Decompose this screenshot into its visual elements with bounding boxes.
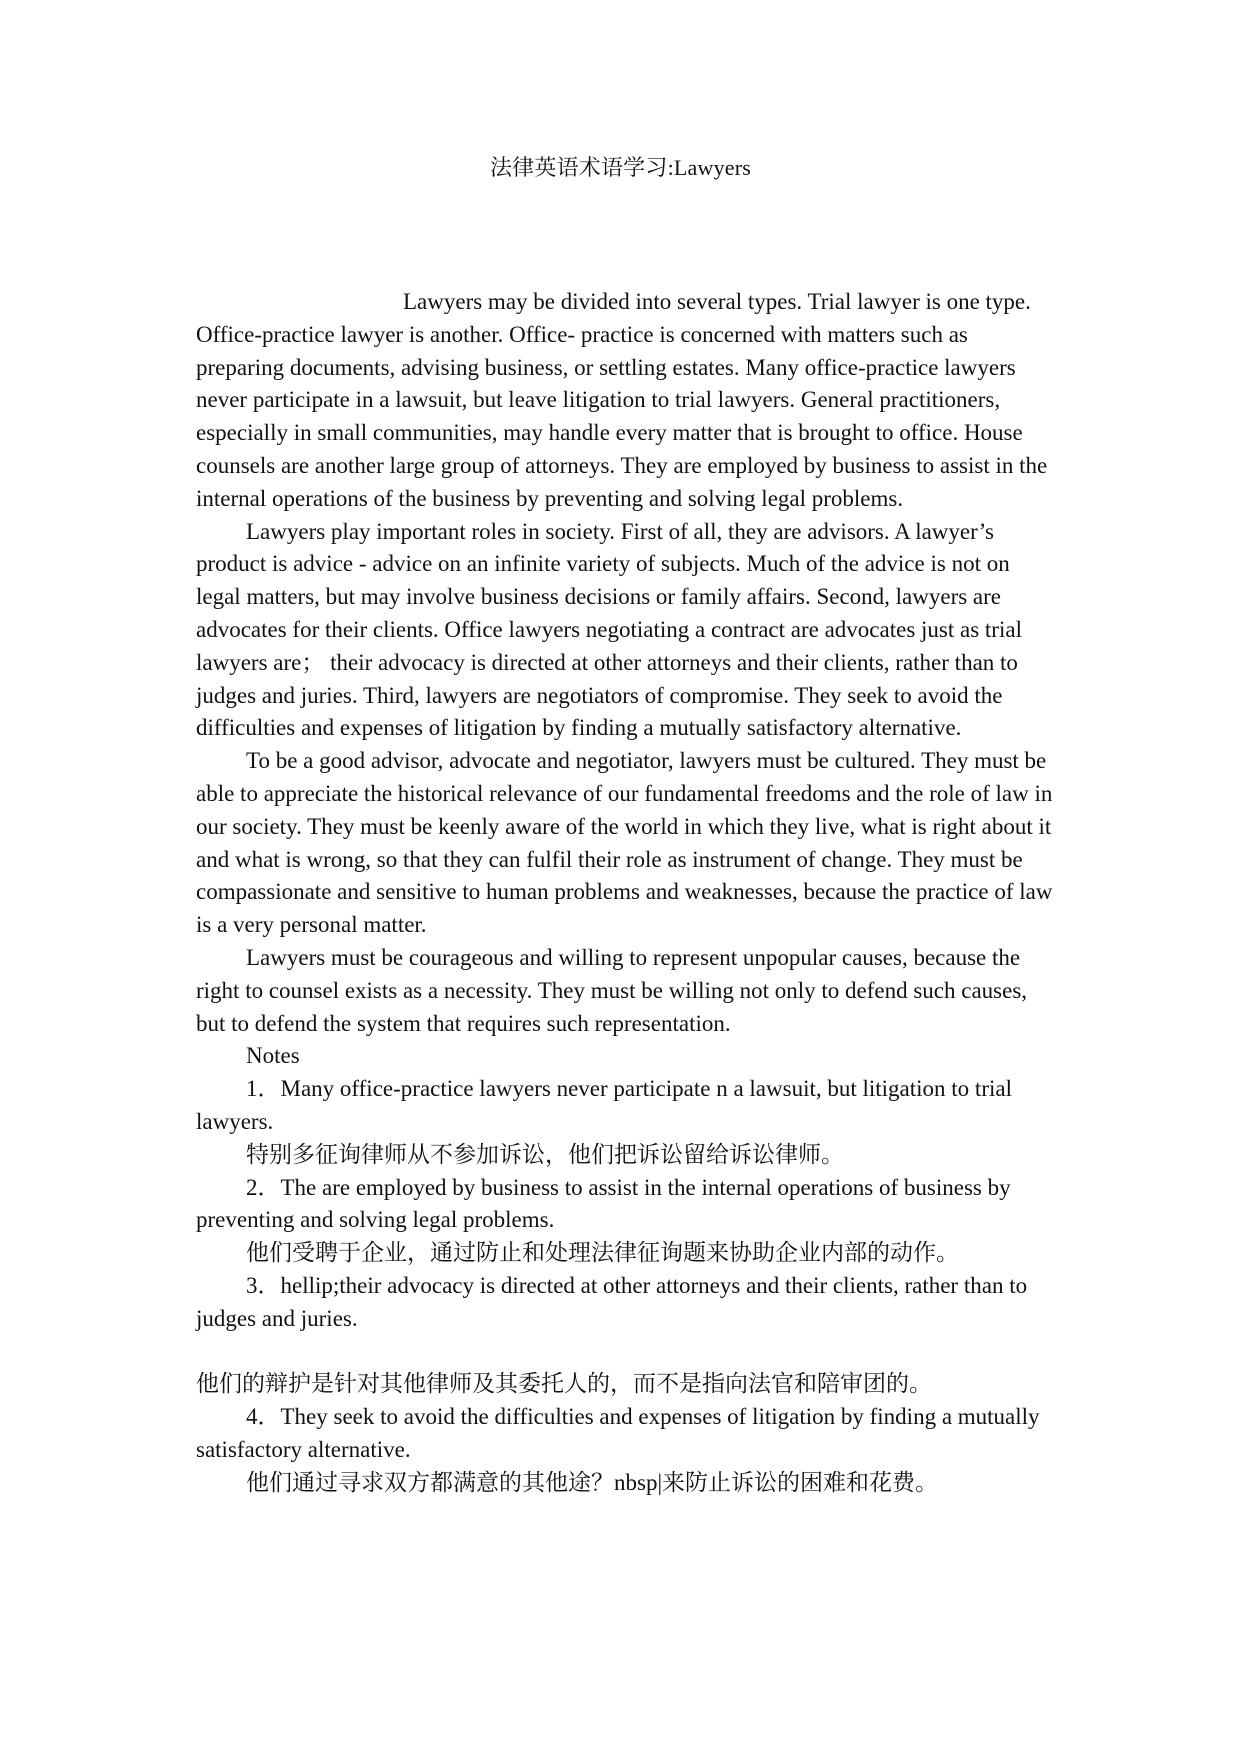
note-4-english: [196, 1401, 1058, 1467]
note-4-text: They seek to avoid the difficulties and expenses of litigation by finding a mutually satisfactory alternative.: [196, 1404, 1040, 1462]
note-3-chinese: 他们的辩护是针对其他律师及其委托人的，而不是指向法官和陪审团的。: [196, 1371, 932, 1397]
paragraph-lawyer-culture: To be a good advisor, advocate and negotiator, lawyers must be cultured. They must be able to appreciate the historical relevance of our fundamental freedoms and the role of law in our society. They must be keenly aware of the world in which they live, what is right about it and what is wrong, so that they can fulfil their role as instrument of change. They must be compassionate and sensitive to human problems and weaknesses, because the practice of law is a very personal matter.: [196, 748, 1053, 938]
blank-line: [196, 1336, 1058, 1369]
paragraph-lawyer-types: Lawyers may be divided into several types. Trial lawyer is one type. Office-practice lawyer is another. Office- practice is concerned with matters such as preparing documents, advising business, or settling estates. Many office-practice lawyers never participate in a lawsuit, but leave litigation to trial lawyers. General practitioners, especially in small communities, may handle every matter that is brought to office. House counsels are another large group of attorneys. They are employed by business to assist in the internal operations of the business by preventing and solving legal problems.: [196, 289, 1048, 511]
note-2-chinese: 他们受聘于企业，通过防止和处理法律征询题来协助企业内部的动作。: [246, 1240, 959, 1266]
note-3-number: 3．: [246, 1272, 281, 1298]
document-title: 法律英语术语学习:Lawyers: [489, 155, 752, 180]
note-1-number: 1．: [246, 1076, 281, 1102]
note-2-number: 2．: [246, 1174, 281, 1200]
note-4-number: 4．: [246, 1404, 281, 1430]
note-1-english: [196, 1073, 1058, 1139]
note-1-text: Many office-practice lawyers never participate n a lawsuit, but litigation to trial lawyers.: [196, 1076, 1012, 1134]
note-3-english: [196, 1270, 1058, 1336]
note-4-chinese: 他们通过寻求双方都满意的其他途？nbsp|来防止诉讼的困难和花费。: [246, 1469, 939, 1495]
note-2-text: The are employed by business to assist in the internal operations of business by preventing and solving legal problems.: [196, 1174, 1011, 1233]
paragraph-lawyer-roles: Lawyers play important roles in society. First of all, they are advisors. A lawyer’s product is advice - advice on an infinite variety of subjects. Much of the advice is not on legal matters, but may involve business decisions or family affairs. Second, lawyers are advocates for their clients. Office lawyers negotiating a contract are advocates just as trial lawyers are； their advocacy is directed at other attorneys and their clients, rather than to judges and juries. Third, lawyers are negotiators of compromise. They seek to avoid the difficulties and expenses of litigation by finding a mutually satisfactory alternative.: [196, 518, 1022, 741]
document-body: [196, 286, 1058, 1499]
notes-heading: Notes: [246, 1043, 300, 1069]
note-2-english: [196, 1172, 1058, 1238]
note-3-text: hellip;their advocacy is directed at other attorneys and their clients, rather than to judges and juries.: [196, 1272, 1028, 1331]
note-1-chinese: 特别多征询律师从不参加诉讼，他们把诉讼留给诉讼律师。: [246, 1141, 844, 1167]
paragraph-lawyer-courage: Lawyers must be courageous and willing to represent unpopular causes, because the right to counsel exists as a necessity. They must be willing not only to defend such causes, but to defend the system that requires such representation.: [196, 944, 1028, 1036]
